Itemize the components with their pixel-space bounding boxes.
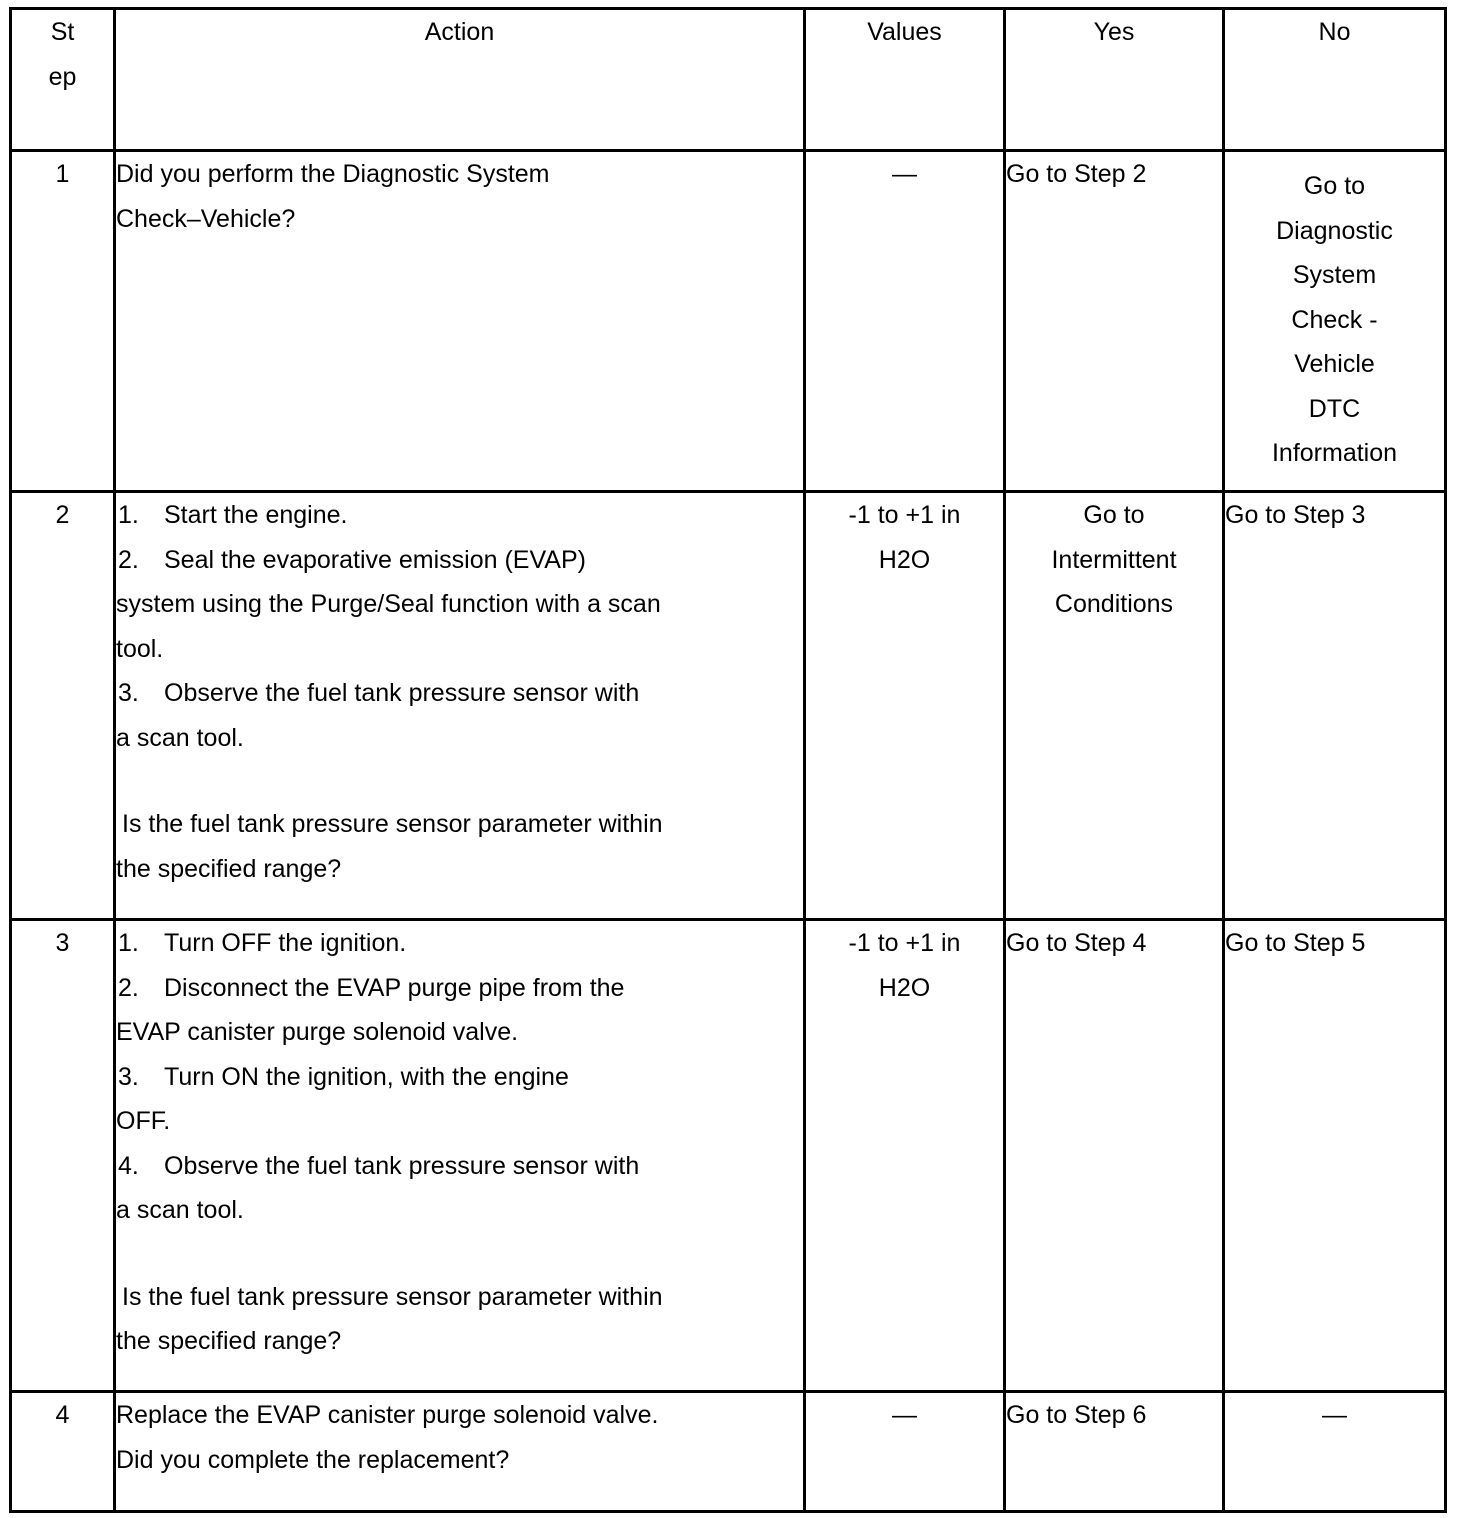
- item-number: 1.: [118, 501, 139, 529]
- item-number: 2.: [118, 973, 139, 1002]
- item-number: 3.: [118, 679, 139, 707]
- action-line: OFF.: [116, 1107, 171, 1135]
- no-cell: [1224, 151, 1446, 492]
- action-question: Is the fuel tank pressure sensor parameter within: [122, 810, 663, 838]
- values-line: -1 to +1 in: [848, 929, 961, 957]
- action-line: Did you complete the replacement?: [116, 1445, 510, 1474]
- no-line: DTC: [1308, 394, 1361, 423]
- header-no: No: [1224, 9, 1446, 151]
- header-step: [11, 9, 115, 151]
- action-list-item: [116, 921, 803, 966]
- action-line: tool.: [116, 634, 164, 663]
- action-question: the specified range?: [116, 1327, 342, 1355]
- item-number: 4.: [118, 1151, 139, 1180]
- header-step-line1: St: [50, 18, 75, 46]
- yes-cell: Go to Step 4: [1005, 920, 1224, 1392]
- item-text: Turn OFF the ignition.: [164, 929, 407, 957]
- no-cell: Go to Step 5: [1224, 920, 1446, 1392]
- yes-cell: Go to Step 2: [1005, 151, 1224, 492]
- values-cell: [805, 920, 1005, 1392]
- action-line: Did you perform the Diagnostic System: [116, 160, 550, 188]
- action-list-item: [116, 1055, 803, 1100]
- yes-cell: [1005, 492, 1224, 920]
- table-row: [11, 1392, 1446, 1512]
- no-line: Vehicle: [1294, 350, 1375, 378]
- action-line: a scan tool.: [116, 1196, 244, 1224]
- action-line: system using the Purge/Seal function with a scan: [116, 590, 661, 618]
- action-line: EVAP canister purge solenoid valve.: [116, 1018, 519, 1046]
- no-line: Go to: [1303, 172, 1366, 200]
- header-action: Action: [115, 9, 805, 151]
- values-line: H2O: [878, 545, 931, 574]
- step-number: 4: [11, 1392, 115, 1512]
- step-number: 2: [11, 492, 115, 920]
- action-cell: [115, 1392, 805, 1512]
- no-line: System: [1292, 261, 1377, 289]
- item-text: Disconnect the EVAP purge pipe from the: [164, 973, 625, 1002]
- action-cell: [115, 920, 805, 1392]
- yes-cell: Go to Step 6: [1005, 1392, 1224, 1512]
- table-row: [11, 151, 1446, 492]
- action-cell: [115, 492, 805, 920]
- no-cell: —: [1224, 1392, 1446, 1512]
- no-line: Information: [1271, 439, 1398, 467]
- action-list-item: [116, 538, 803, 583]
- action-question: the specified range?: [116, 854, 342, 883]
- action-list-item: [116, 493, 803, 538]
- values-cell: [805, 492, 1005, 920]
- item-text: Turn ON the ignition, with the engine: [164, 1062, 569, 1091]
- header-values: Values: [805, 9, 1005, 151]
- item-text: Observe the fuel tank pressure sensor with: [164, 679, 640, 707]
- yes-line: Intermittent: [1051, 545, 1177, 574]
- table-row: [11, 492, 1446, 920]
- action-line: a scan tool.: [116, 723, 244, 752]
- step-number: 3: [11, 920, 115, 1392]
- item-text: Start the engine.: [164, 501, 348, 529]
- values-line: -1 to +1 in: [848, 501, 961, 529]
- no-cell: Go to Step 3: [1224, 492, 1446, 920]
- diagnostic-table: [9, 7, 1447, 1513]
- action-list-item: [116, 671, 803, 716]
- action-list-item: [116, 966, 803, 1011]
- values-line: H2O: [878, 973, 931, 1002]
- values-cell: —: [805, 1392, 1005, 1512]
- no-line: Check -: [1291, 305, 1378, 334]
- header-step-line2: ep: [48, 62, 77, 91]
- action-list-item: [116, 1144, 803, 1189]
- step-number: 1: [11, 151, 115, 492]
- action-cell: [115, 151, 805, 492]
- table-row: [11, 920, 1446, 1392]
- action-line: Check–Vehicle?: [116, 204, 296, 233]
- yes-line: Conditions: [1054, 590, 1174, 618]
- no-line: Diagnostic: [1276, 216, 1393, 245]
- action-question: Is the fuel tank pressure sensor parameter within: [122, 1282, 663, 1311]
- table-header-row: [11, 9, 1446, 151]
- item-number: 2.: [118, 545, 139, 574]
- header-yes: Yes: [1005, 9, 1224, 151]
- item-text: Seal the evaporative emission (EVAP): [164, 545, 586, 574]
- values-cell: —: [805, 151, 1005, 492]
- item-number: 1.: [118, 929, 139, 957]
- item-text: Observe the fuel tank pressure sensor with: [164, 1151, 640, 1180]
- item-number: 3.: [118, 1062, 139, 1091]
- yes-line: Go to: [1083, 501, 1145, 529]
- action-line: Replace the EVAP canister purge solenoid valve.: [116, 1401, 659, 1429]
